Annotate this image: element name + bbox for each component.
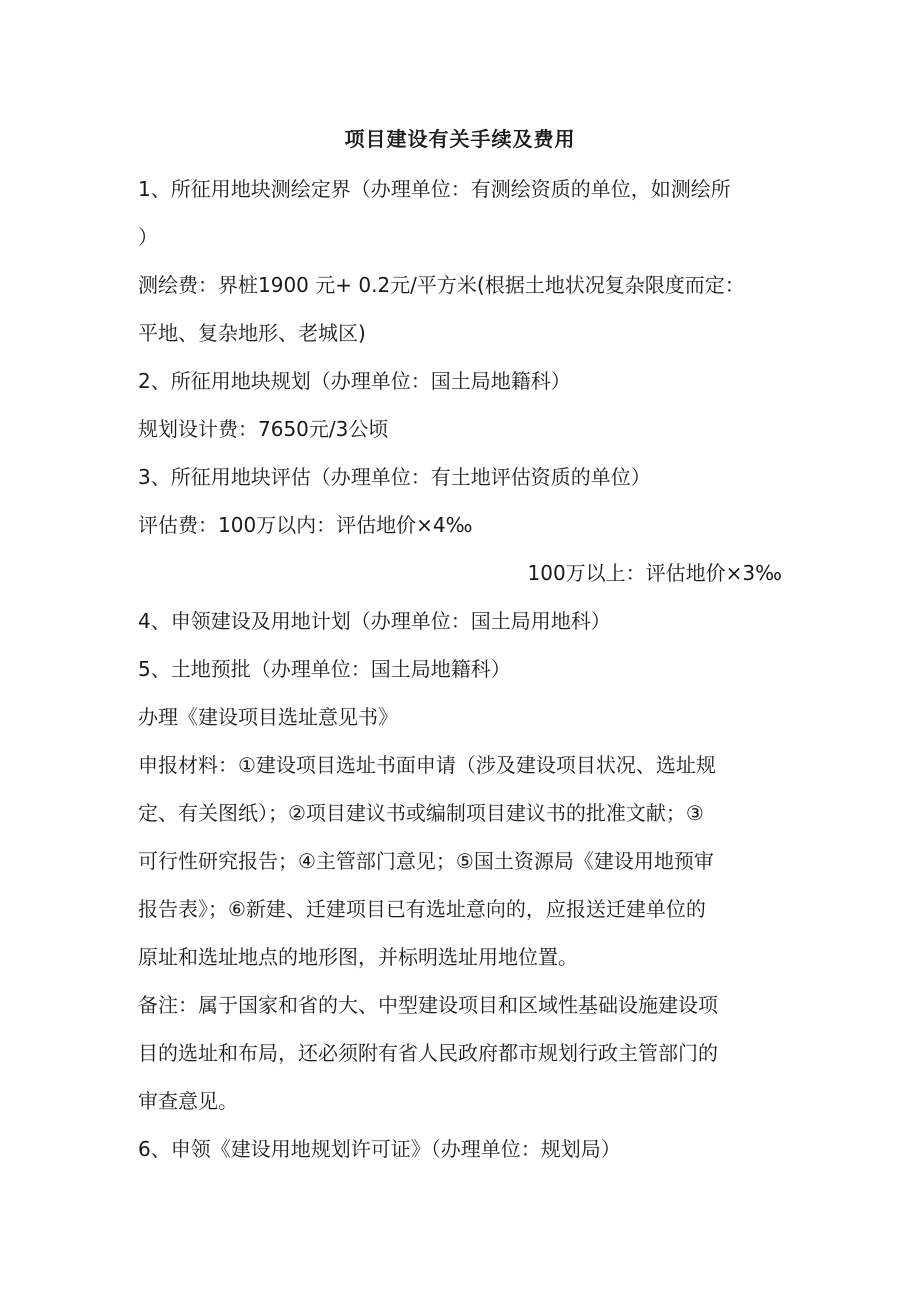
note-line-1: 备注：属于国家和省的大、中型建设项目和区域性基础设施建设项 xyxy=(138,993,718,1017)
note-line-3: 审查意见。 xyxy=(138,1089,238,1113)
evaluation-fee-under: 评估费：100万以内：评估地价×4‰ xyxy=(138,513,473,537)
item-6-planning-permit: 6、申领《建设用地规划许可证》（办理单位：规划局） xyxy=(138,1137,621,1161)
item-1-surveying: 1、所征用地块测绘定界（办理单位：有测绘资质的单位，如测绘所 xyxy=(138,177,731,201)
item-2-planning: 2、所征用地块规划（办理单位：国土局地籍科） xyxy=(138,369,571,393)
surveying-fee-cont: 平地、复杂地形、老城区) xyxy=(138,321,366,345)
surveying-fee: 测绘费：界桩1900 元+ 0.2元/平方米(根据土地状况复杂限度而定： xyxy=(138,273,745,297)
materials-line-3: 可行性研究报告；④主管部门意见；⑤国土资源局《建设用地预审 xyxy=(138,849,714,873)
materials-line-1: 申报材料：①建设项目选址书面申请（涉及建设项目状况、选址规 xyxy=(138,753,716,777)
item-1-surveying-cont: ） xyxy=(138,225,158,249)
item-4-land-plan: 4、申领建设及用地计划（办理单位：国土局用地科） xyxy=(138,609,611,633)
site-opinion-heading: 办理《建设项目选址意见书》 xyxy=(138,705,398,729)
materials-line-2: 定、有关图纸）；②项目建议书或编制项目建议书的批准文献；③ xyxy=(138,801,704,825)
planning-fee: 规划设计费：7650元/3公顷 xyxy=(138,417,389,441)
item-3-evaluation: 3、所征用地块评估（办理单位：有土地评估资质的单位） xyxy=(138,465,651,489)
note-line-2: 目的选址和布局，还必须附有省人民政府都市规划行政主管部门的 xyxy=(138,1041,718,1065)
evaluation-fee-over: 100万以上：评估地价×3‰ xyxy=(527,561,782,585)
item-5-preapproval: 5、土地预批（办理单位：国土局地籍科） xyxy=(138,657,511,681)
document-title: 项目建设有关手续及费用 xyxy=(344,127,576,151)
materials-line-4: 报告表》；⑥新建、迁建项目已有选址意向的，应报送迁建单位的 xyxy=(138,897,706,921)
materials-line-5: 原址和选址地点的地形图，并标明选址用地位置。 xyxy=(138,945,578,969)
